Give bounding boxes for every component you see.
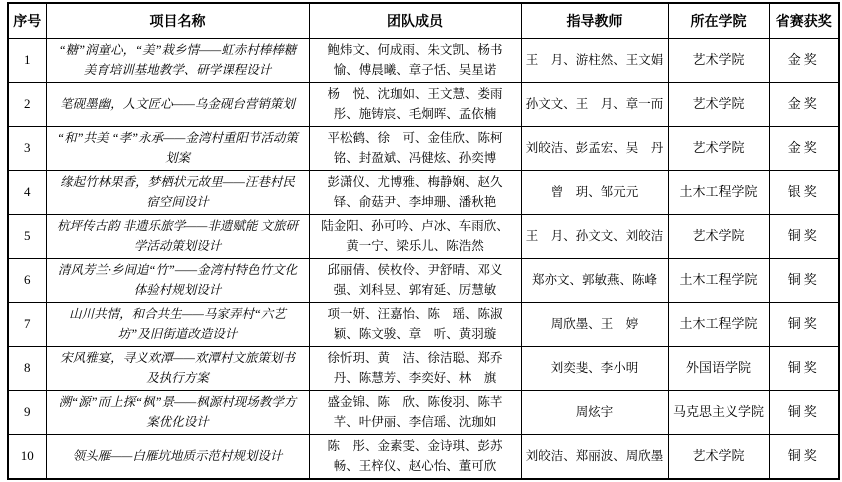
award-badge: 铜奖: [769, 391, 839, 435]
row-number: 10: [8, 435, 46, 480]
table-row: [8, 347, 839, 391]
table-row: [8, 391, 839, 435]
project-name: “糖”润童心，“美”栽乡情——虹赤村棒棒糖美育培训基地教学、研学课程设计: [46, 39, 309, 83]
row-number: 6: [8, 259, 46, 303]
row-number: 2: [8, 83, 46, 127]
advisors: 孙文文、王 月、章一而: [521, 83, 668, 127]
row-number: 3: [8, 127, 46, 171]
table-row: [8, 171, 839, 215]
team-members: 彭潇仪、尤博雅、梅静娴、赵久铎、俞菇尹、李坤珊、潘秋艳: [309, 171, 521, 215]
header-row: [8, 3, 839, 39]
project-name: 杭坪传古韵 非遗乐旅学——非遗赋能 文旅研学活动策划设计: [46, 215, 309, 259]
team-members: 项一妍、汪嘉怡、陈 瑶、陈淑颖、陈文骏、章 听、黄羽璇: [309, 303, 521, 347]
team-members: 盛金锦、陈 欣、陈俊羽、陈芊芊、叶伊丽、李信瑶、沈珈如: [309, 391, 521, 435]
team-members: 杨 悦、沈珈如、王文慧、娄雨彤、施铸宸、毛炯晖、孟依楠: [309, 83, 521, 127]
row-number: 4: [8, 171, 46, 215]
table-body: [8, 39, 839, 480]
table-row: [8, 435, 839, 480]
project-name: 领头雁——白雁坑地质示范村规划设计: [46, 435, 309, 480]
project-name: “和”共美 “孝”永承——金湾村重阳节活动策划案: [46, 127, 309, 171]
college: 艺术学院: [668, 215, 769, 259]
project-name: 溯“源”而上探“枫”景——枫源村现场教学方案优化设计: [46, 391, 309, 435]
team-members: 平松鹤、徐 可、金佳欣、陈柯铭、封盈斌、冯健炫、孙奕博: [309, 127, 521, 171]
project-name: 清风芳兰·乡间追“竹”——金湾村特色竹文化体验村规划设计: [46, 259, 309, 303]
project-name: 山川共情，和合共生——马家弄村“六艺坊”及旧街道改造设计: [46, 303, 309, 347]
header-project-name: 项目名称: [46, 3, 309, 39]
project-name: 宋风雅宴，寻义欢潭——欢潭村文旅策划书及执行方案: [46, 347, 309, 391]
award-badge: 铜奖: [769, 347, 839, 391]
row-number: 1: [8, 39, 46, 83]
table-row: [8, 259, 839, 303]
table-row: [8, 303, 839, 347]
advisors: 王 月、孙文文、刘皎洁: [521, 215, 668, 259]
project-name: 缘起竹林果香，梦栖状元故里——汪巷村民宿空间设计: [46, 171, 309, 215]
advisors: 周炫宇: [521, 391, 668, 435]
header-team-members: 团队成员: [309, 3, 521, 39]
award-badge: 铜奖: [769, 215, 839, 259]
header-award: 省赛获奖: [769, 3, 839, 39]
advisors: 郑亦文、郭敏燕、陈峰: [521, 259, 668, 303]
college: 艺术学院: [668, 83, 769, 127]
row-number: 5: [8, 215, 46, 259]
college: 艺术学院: [668, 39, 769, 83]
award-badge: 铜奖: [769, 259, 839, 303]
team-members: 鲍炜文、何成雨、朱文凯、杨书愉、傅晨曦、章子恬、吴星诺: [309, 39, 521, 83]
team-members: 陆金阳、孙可吟、卢冰、车雨欣、黄一宁、梁乐儿、陈浩然: [309, 215, 521, 259]
advisors: 刘皎洁、郑丽波、周欣墨: [521, 435, 668, 480]
award-badge: 银奖: [769, 171, 839, 215]
team-members: 徐忻玥、黄 洁、徐洁聪、郑乔丹、陈慧芳、李奕好、林 旗: [309, 347, 521, 391]
team-members: 陈 彤、金素雯、金诗琪、彭苏畅、王梓仪、赵心怡、董可欣: [309, 435, 521, 480]
award-badge: 金奖: [769, 127, 839, 171]
college: 马克思主义学院: [668, 391, 769, 435]
award-badge: 金奖: [769, 39, 839, 83]
table-row: [8, 215, 839, 259]
award-badge: 铜奖: [769, 435, 839, 480]
advisors: 王 月、游柱然、王文娟: [521, 39, 668, 83]
table-row: [8, 39, 839, 83]
college: 艺术学院: [668, 127, 769, 171]
advisors: 曾 玥、邹元元: [521, 171, 668, 215]
row-number: 7: [8, 303, 46, 347]
advisors: 周欣墨、王 婷: [521, 303, 668, 347]
row-number: 8: [8, 347, 46, 391]
advisors: 刘奕斐、李小明: [521, 347, 668, 391]
row-number: 9: [8, 391, 46, 435]
table-row: [8, 127, 839, 171]
table-row: [8, 83, 839, 127]
award-badge: 铜奖: [769, 303, 839, 347]
award-results-table: [7, 2, 840, 480]
college: 外国语学院: [668, 347, 769, 391]
table-header: [8, 3, 839, 39]
college: 土木工程学院: [668, 303, 769, 347]
header-advisors: 指导教师: [521, 3, 668, 39]
project-name: 笔砚墨幽，人文匠心——乌金砚台营销策划: [46, 83, 309, 127]
college: 土木工程学院: [668, 259, 769, 303]
college: 土木工程学院: [668, 171, 769, 215]
header-college: 所在学院: [668, 3, 769, 39]
college: 艺术学院: [668, 435, 769, 480]
team-members: 邱丽倩、侯枚伶、尹舒晴、邓义强、刘科昱、郭宥延、厉慧敏: [309, 259, 521, 303]
advisors: 刘皎洁、彭孟宏、吴 丹: [521, 127, 668, 171]
award-badge: 金奖: [769, 83, 839, 127]
header-no: 序号: [8, 3, 46, 39]
